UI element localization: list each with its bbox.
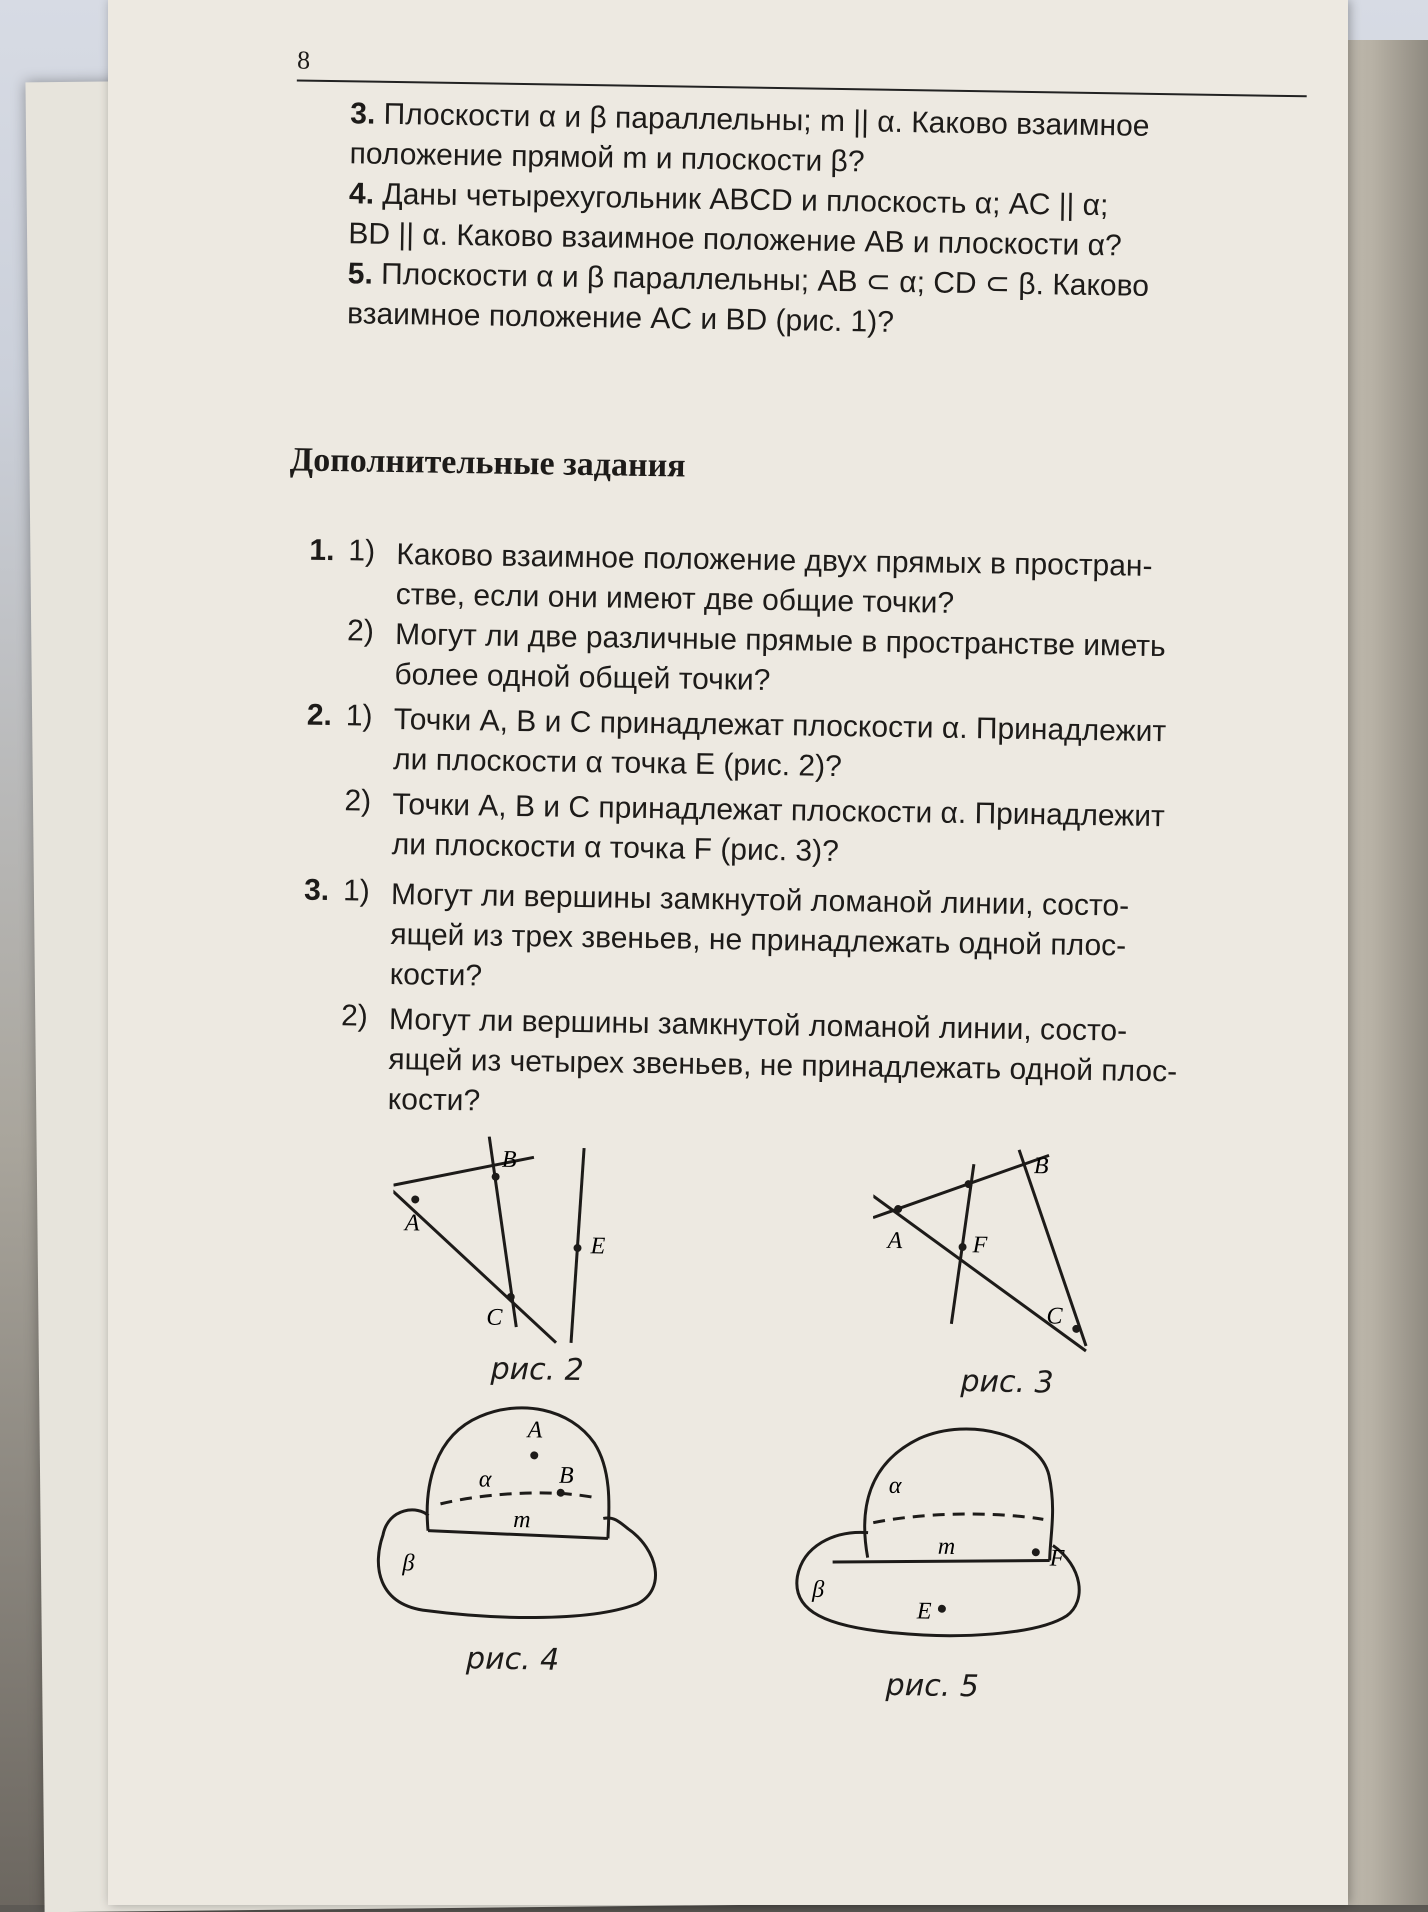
page-content <box>108 0 1348 1905</box>
label-beta: β <box>402 1550 415 1577</box>
exercise-4 <box>348 174 1279 269</box>
subtask-line: ли плоскости α точка E (рис. 2)? <box>392 743 843 784</box>
subtask-number: 2) <box>346 614 375 648</box>
exercise-3 <box>349 94 1280 189</box>
exercise-line: Плоскости α и β параллельны; m || α. Каково взаимное <box>383 97 1150 143</box>
subtask-line: кости? <box>387 1082 481 1118</box>
exercise-line: BD || α. Каково взаимное положение AB и плоскости α? <box>348 217 1122 263</box>
subtask-line: Точки A, B и C принадлежат плоскости α. Принадлежит <box>393 703 1167 749</box>
label-c: C <box>1046 1303 1063 1330</box>
figure-2 <box>391 1135 654 1359</box>
page-number: 8 <box>296 45 311 75</box>
subtask-line: Могут ли вершины замкнутой ломаной линии, состо- <box>390 878 1130 923</box>
figure-3-caption: рис. 3 <box>960 1364 1054 1401</box>
label-m: m <box>513 1507 531 1534</box>
task-number: 2. <box>306 698 333 733</box>
figure-2-caption: рис. 2 <box>490 1351 585 1389</box>
point-b <box>492 1173 500 1181</box>
subtask-text <box>395 535 1276 629</box>
exercise-line: Плоскости α и β параллельны; AB ⊂ α; CD ⊂ β. Каково <box>380 257 1150 303</box>
subtask-number: 2) <box>340 999 369 1033</box>
subtask-number: 2) <box>344 784 372 818</box>
subtask-line: Могут ли две различные прямые в пространстве иметь <box>394 618 1166 664</box>
subtask-number: 1) <box>348 534 376 568</box>
point-a <box>530 1451 538 1459</box>
exercise-number: 5. <box>347 257 374 291</box>
task-number: 1. <box>309 533 335 568</box>
subtask-text <box>389 875 1271 1009</box>
exercise-5 <box>347 254 1278 349</box>
subtask-text <box>394 615 1275 709</box>
header-rule <box>297 79 1307 97</box>
subtask-line: ли плоскости α точка F (рис. 3)? <box>391 828 840 869</box>
exercise-line: Даны четырехугольник ABCD и плоскость α; AC || α; <box>382 177 1109 223</box>
point-f <box>959 1243 967 1251</box>
task-number: 3. <box>303 873 330 908</box>
label-b: B <box>501 1146 517 1174</box>
exercise-line: положение прямой m и плоскости β? <box>349 137 865 179</box>
book-page <box>108 0 1348 1905</box>
subtask-line: Могут ли вершины замкнутой ломаной линии, состо- <box>388 1003 1128 1048</box>
subtask-text <box>392 785 1273 879</box>
label-a: A <box>527 1417 543 1444</box>
label-b: B <box>1033 1153 1049 1180</box>
point-e <box>573 1244 581 1252</box>
label-a: A <box>404 1210 420 1237</box>
subtask-line: ящей из четырех звеньев, не принадлежать одной плос- <box>388 1043 1178 1089</box>
point-f <box>1032 1548 1040 1556</box>
point-b <box>557 1489 565 1497</box>
label-alpha: α <box>888 1472 902 1500</box>
figure-4-caption: рис. 4 <box>465 1641 560 1678</box>
subtask-line: кости? <box>389 958 483 993</box>
label-b: B <box>558 1462 574 1489</box>
figure-5-caption: рис. 5 <box>885 1667 980 1705</box>
exercise-number: 3. <box>350 97 376 131</box>
label-a: A <box>887 1227 903 1255</box>
label-e: E <box>590 1233 606 1260</box>
figure-5 <box>786 1411 1110 1646</box>
label-beta: β <box>811 1576 825 1603</box>
subtask-line: Каково взаимное положение двух прямых в простран- <box>396 538 1153 583</box>
intersection-dashed <box>440 1491 598 1506</box>
point-e <box>938 1605 946 1613</box>
label-c: C <box>486 1304 503 1331</box>
label-f: F <box>972 1232 988 1259</box>
subtask-line: ящей из трех звеньев, не принадлежать одной плос- <box>390 918 1127 963</box>
label-e: E <box>916 1598 932 1625</box>
subtask-number: 1) <box>345 699 373 733</box>
intersection-dashed <box>873 1512 1043 1525</box>
subtask-text <box>388 1000 1270 1134</box>
section-title: Дополнительные задания <box>289 441 686 485</box>
subtask-line: Точки A, B и C принадлежат плоскости α. Принадлежит <box>392 788 1166 834</box>
figure-3 <box>871 1143 1134 1367</box>
exercise-line: взаимное положение AC и BD (рис. 1)? <box>346 297 895 339</box>
exercise-number: 4. <box>348 177 375 211</box>
point-a <box>411 1195 419 1203</box>
label-alpha: α <box>478 1466 492 1493</box>
figure-4 <box>367 1395 691 1630</box>
subtask-number: 1) <box>342 874 371 908</box>
label-f: F <box>1049 1545 1065 1572</box>
label-m: m <box>937 1533 956 1560</box>
subtask-line: более одной общей точки? <box>394 658 771 697</box>
subtask-line: стве, если они имеют две общие точки? <box>395 578 955 620</box>
subtask-text <box>393 700 1274 794</box>
